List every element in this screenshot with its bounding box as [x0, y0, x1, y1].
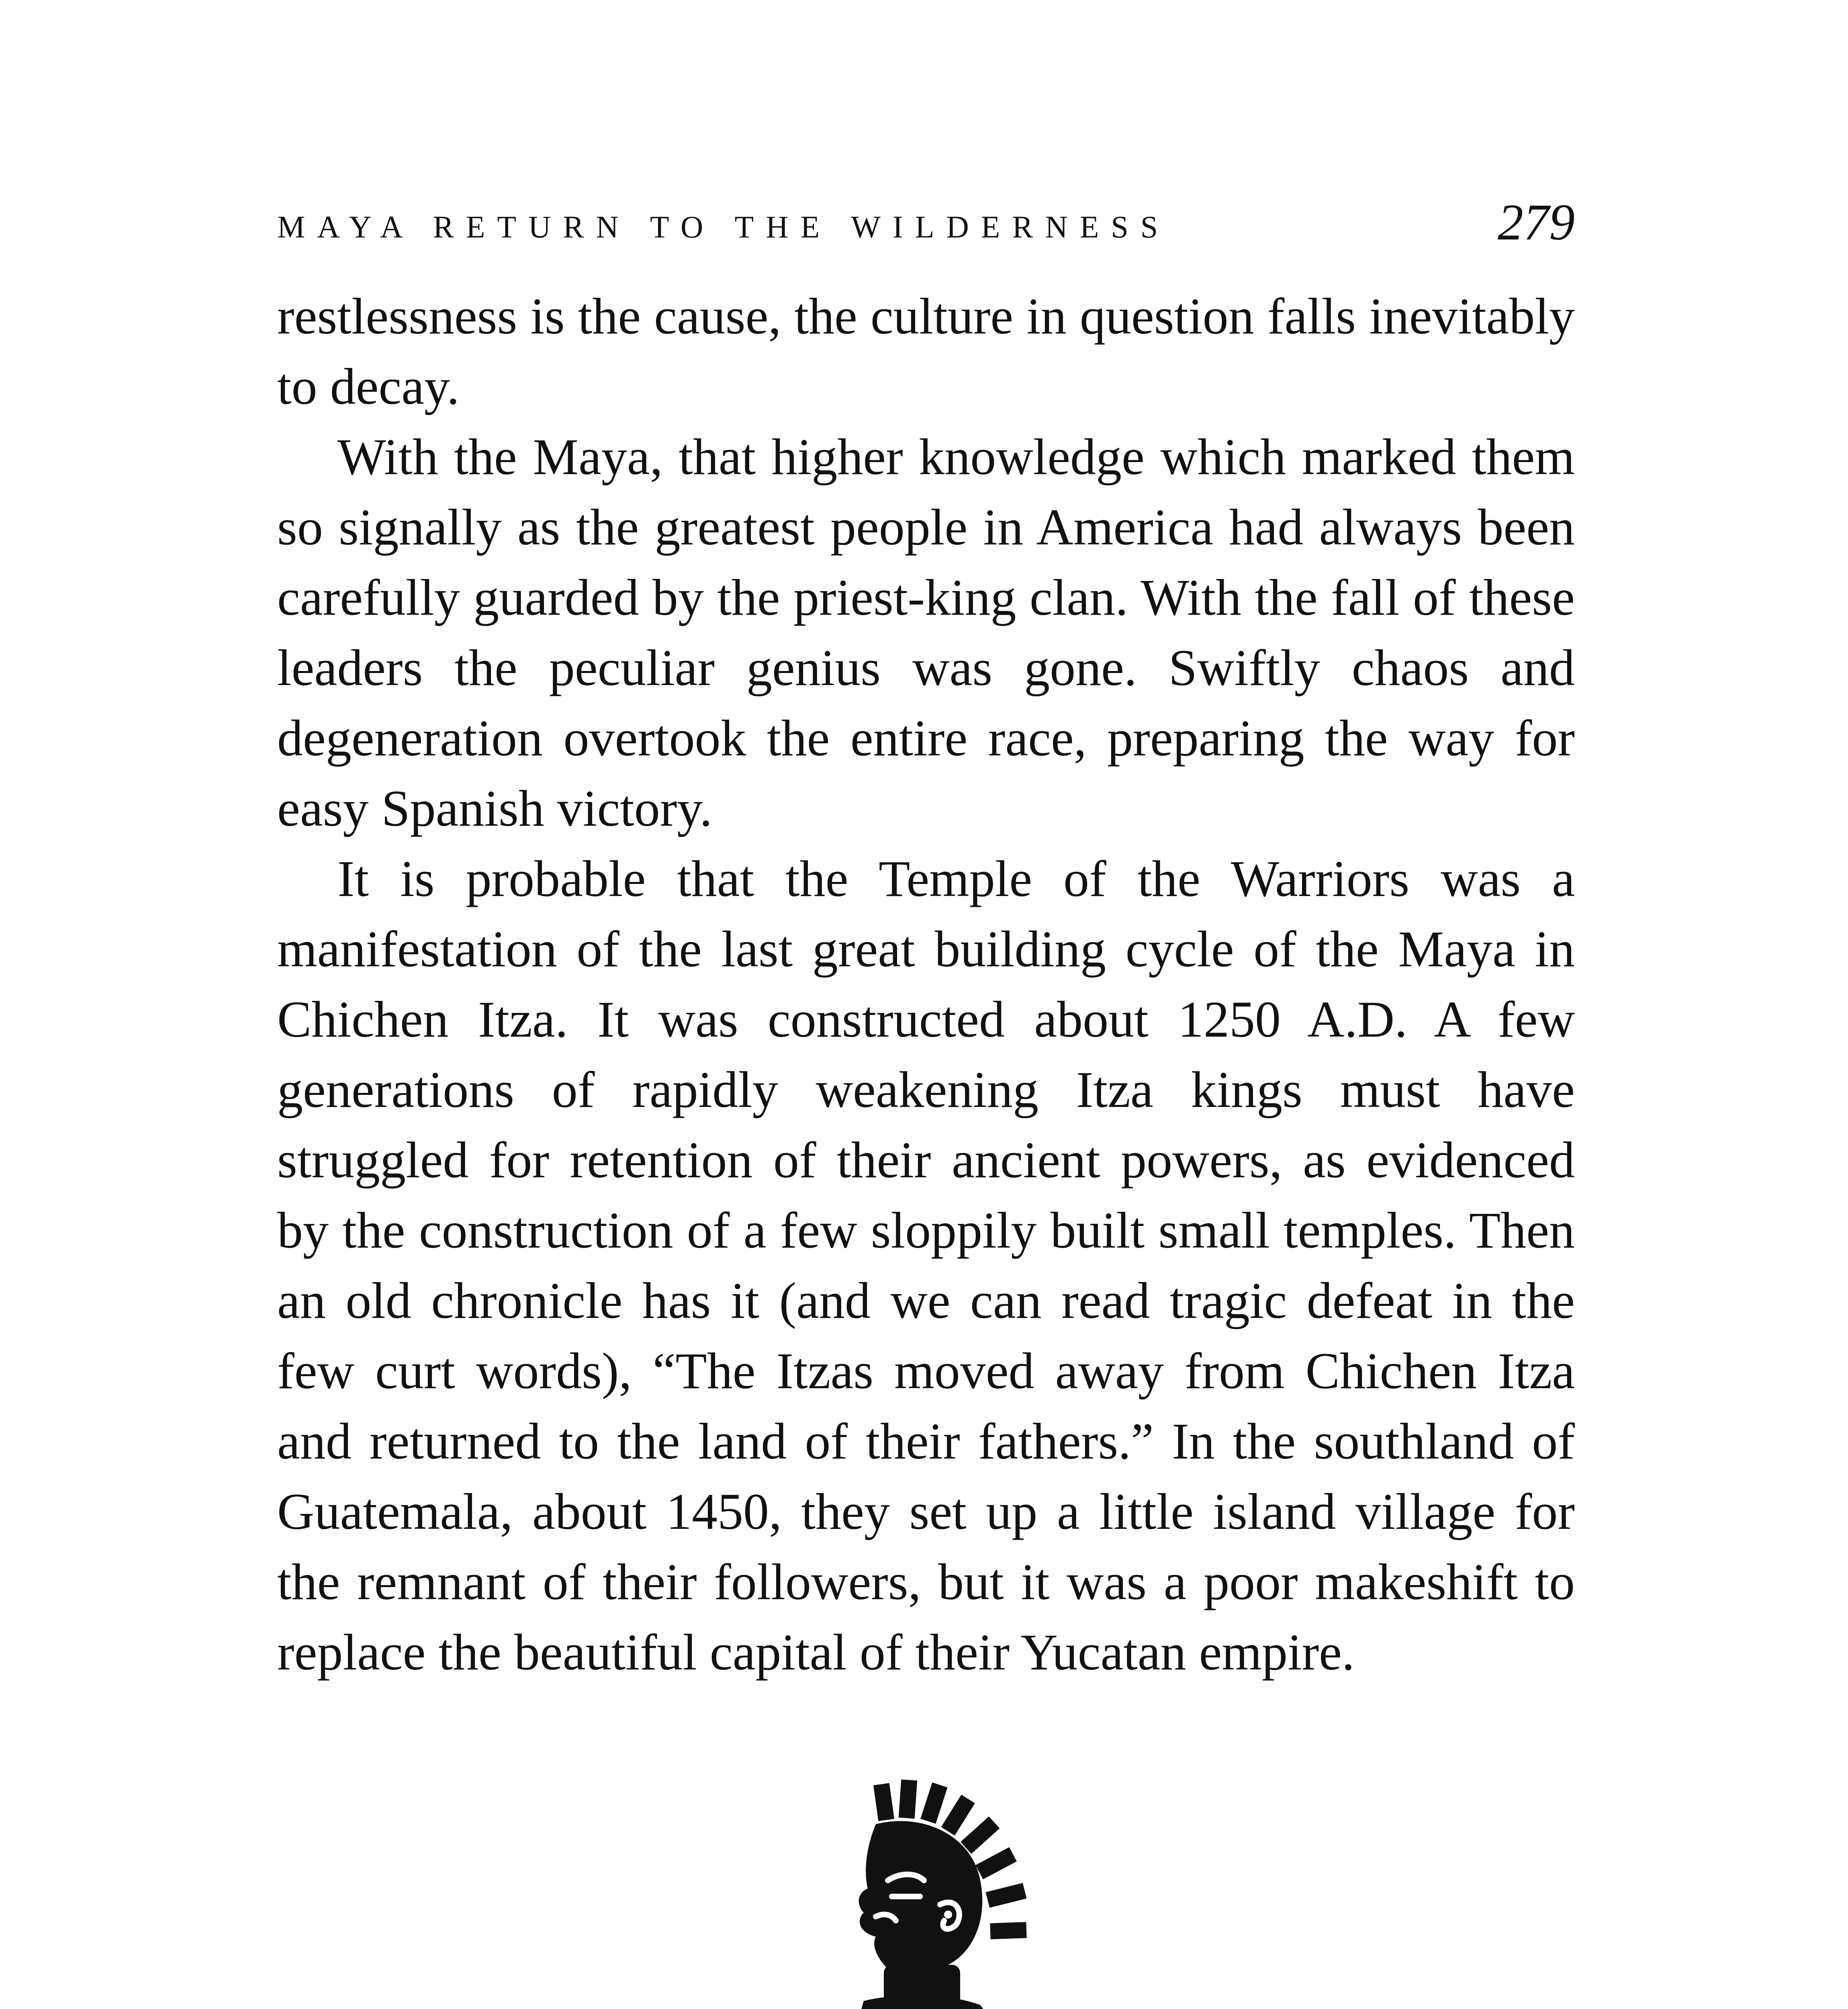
paragraph-maya-knowledge: With the Maya, that higher knowledge which marked them so signally as the greatest people in America had always been carefully guarded by the priest-king clan. With the fall of these leaders the peculiar genius was gone. Swiftly chaos and degeneration overtook the entire race, preparing the way for easy Spanish victory. [277, 428, 1575, 837]
paragraph-temple-warriors: It is probable that the Temple of the Warriors was a manifestation of the last great building cycle of the Maya in Chichen Itza. It was constructed about 1250 A.D. A few generations of rapidly weakening Itza kings must have struggled for retention of their ancient powers, as evidenced by the construction of a few sloppily built small temples. Then an old chronicle has it (and we can read tragic defeat in the few curt words), “The Itzas moved away from Chichen Itza and returned to the land of their fathers.” In the southland of Guatemala, about 1450, they set up a little island village for the remnant of their followers, but it was a poor makeshift to replace the beautiful capital of their Yucatan empire. [277, 850, 1575, 1681]
seated-maya-figure-icon [755, 1776, 1085, 2009]
running-head-title: MAYA RETURN TO THE WILDERNESS [277, 209, 1170, 244]
running-head [277, 193, 1575, 257]
body-text [277, 281, 1575, 1688]
page-number: 279 [1498, 194, 1575, 251]
paragraph-continued: restlessness is the cause, the culture in question falls inevitably to decay. [277, 288, 1575, 415]
